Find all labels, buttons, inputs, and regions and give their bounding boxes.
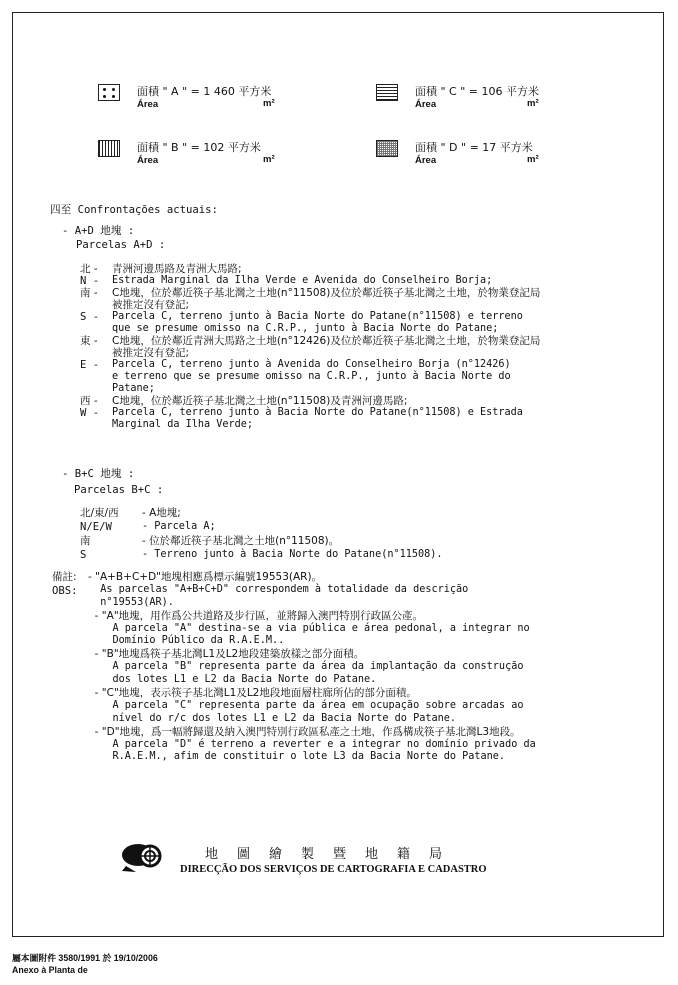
note-line: A parcela "C" representa parte da área em ocupação sobre arcadas ao bbox=[88, 699, 524, 711]
confrontation-key: 西 - bbox=[80, 395, 98, 407]
parcel-ad-lines bbox=[80, 263, 540, 431]
area-d-unit: m² bbox=[527, 154, 539, 165]
area-d-label: 面積 " D " = 17 平方米 bbox=[415, 141, 533, 154]
confrontation-key: 北 - bbox=[80, 263, 98, 275]
confrontation-text: - Terreno junto à Bacia Norte do Patane(n°11508). bbox=[142, 549, 443, 560]
confrontation-key: N - bbox=[80, 275, 100, 287]
confrontation-line bbox=[80, 323, 540, 335]
confrontation-line bbox=[80, 535, 443, 549]
note-line: A parcela "A" destina-se a via pública e área pedonal, a integrar no bbox=[88, 622, 530, 634]
agency-title-cn: 地圖繪製暨地籍局 bbox=[205, 847, 462, 862]
confrontation-text: - 位於鄰近筷子基北灣之土地(n°11508)。 bbox=[142, 535, 340, 547]
area-d-sub: Área bbox=[415, 155, 437, 166]
footer-annex-pt: Anexo à Planta de bbox=[12, 965, 88, 975]
confrontation-text: 被推定沒有登記; bbox=[112, 299, 190, 311]
area-b-unit: m² bbox=[263, 154, 275, 165]
confrontation-line bbox=[80, 371, 540, 383]
confrontation-key: 東 - bbox=[80, 335, 98, 347]
agency-title-pt: DIRECÇÃO DOS SERVIÇOS DE CARTOGRAFIA E CADASTRO bbox=[180, 864, 487, 875]
confrontation-text: - A地塊; bbox=[142, 507, 181, 519]
confrontation-text: 被推定沒有登記; bbox=[112, 347, 190, 359]
confrontation-key: E - bbox=[80, 359, 100, 371]
confrontations-heading: 四至 Confrontações actuais: bbox=[50, 204, 218, 216]
confrontation-text: Estrada Marginal da Ilha Verde e Avenida do Conselheiro Borja; bbox=[112, 275, 493, 286]
confrontation-key: 南 - bbox=[80, 287, 98, 299]
confrontation-text: Parcela C, terreno junto à Bacia Norte do Patane(n°11508) e Estrada bbox=[112, 407, 523, 418]
confrontation-key bbox=[80, 371, 112, 383]
confrontation-text: Parcela C, terreno junto à Bacia Norte do Patane(n°11508) e terreno bbox=[112, 311, 523, 322]
notes-body bbox=[88, 571, 536, 764]
confrontation-line bbox=[80, 395, 540, 407]
confrontation-text: - Parcela A; bbox=[142, 521, 216, 532]
confrontation-text: C地塊，位於鄰近筷子基北灣之土地(n°11508)及位於鄰近筷子基北灣之土地，於物業登記局 bbox=[112, 287, 541, 299]
area-d-grid-icon bbox=[376, 140, 398, 157]
confrontation-text: Marginal da Ilha Verde; bbox=[112, 419, 254, 430]
note-line: R.A.E.M., afim de constituir o lote L3 da Bacia Norte do Patane. bbox=[88, 751, 506, 763]
confrontation-key: 南 bbox=[80, 535, 91, 547]
confrontation-line bbox=[80, 263, 540, 275]
area-c-unit: m² bbox=[527, 98, 539, 109]
note-line: As parcelas "A+B+C+D" correspondem à totalidade da descrição bbox=[88, 583, 469, 595]
confrontation-key: N/E/W bbox=[80, 521, 112, 533]
note-line: Domínio Público da R.A.E.M.. bbox=[88, 635, 285, 647]
confrontation-text: C地塊，位於鄰近筷子基北灣之土地(n°11508)及青洲河邊馬路; bbox=[112, 395, 408, 407]
note-line: nível do r/c dos lotes L1 e L2 da Bacia Norte do Patane. bbox=[88, 712, 457, 724]
confrontation-line bbox=[80, 549, 443, 563]
confrontation-text: e terreno que se presume omisso na C.R.P., junto à Bacia Norte do bbox=[112, 371, 511, 382]
confrontation-line bbox=[80, 275, 540, 287]
area-c-hatched-icon bbox=[376, 84, 398, 101]
confrontation-text: Patane; bbox=[112, 383, 155, 394]
parcel-ad-title: - A+D 地塊 : bbox=[62, 225, 135, 237]
note-line: dos lotes L1 e L2 da Bacia Norte do Patane. bbox=[88, 674, 377, 686]
area-a-sub: Área bbox=[137, 99, 159, 110]
confrontation-key bbox=[80, 347, 112, 359]
confrontation-key bbox=[80, 419, 112, 431]
note-line: A parcela "B" representa parte da área da implantação da construção bbox=[88, 661, 524, 673]
confrontation-key: 北/東/西 bbox=[80, 507, 119, 519]
confrontation-text: que se presume omisso na C.R.P., junto à Bacia Norte do Patane; bbox=[112, 323, 499, 334]
area-c-label: 面積 " C " = 106 平方米 bbox=[415, 85, 539, 98]
confrontation-key: S - bbox=[80, 311, 100, 323]
confrontation-line bbox=[80, 299, 540, 311]
area-b-sub: Área bbox=[137, 155, 159, 166]
agency-logo-icon bbox=[120, 838, 162, 874]
confrontation-key: W - bbox=[80, 407, 100, 419]
footer-annex-cn: 屬本圖附件 3580/1991 於 19/10/2006 bbox=[12, 953, 158, 963]
confrontation-line bbox=[80, 507, 443, 521]
confrontation-line bbox=[80, 419, 540, 431]
note-line: - "A+B+C+D"地塊相應爲標示編號19553(AR)。 bbox=[88, 571, 323, 583]
note-line: A parcela "D" é terreno a reverter e a integrar no domínio privado da bbox=[88, 738, 536, 750]
notes-label-pt: OBS: bbox=[52, 585, 78, 597]
parcel-bc-lines bbox=[80, 507, 443, 563]
parcel-ad-subtitle: Parcelas A+D : bbox=[76, 239, 166, 251]
confrontation-key bbox=[80, 323, 112, 335]
notes-label-cn: 備註: bbox=[52, 571, 77, 583]
parcel-bc-title: - B+C 地塊 : bbox=[62, 468, 135, 480]
confrontation-key: S bbox=[80, 549, 87, 561]
note-line: n°19553(AR). bbox=[88, 596, 174, 608]
confrontation-line bbox=[80, 359, 540, 371]
confrontation-line bbox=[80, 407, 540, 419]
area-a-label: 面積 " A " = 1 460 平方米 bbox=[137, 85, 272, 98]
area-a-dots-icon bbox=[98, 84, 120, 101]
confrontation-text: Parcela C, terreno junto à Avenida do Conselheiro Borja (n°12426) bbox=[112, 359, 511, 370]
area-a-unit: m² bbox=[263, 98, 275, 109]
note-line: - "D"地塊，爲一幅將歸還及納入澳門特別行政區私產之土地，作爲構成筷子基北灣L3地段。 bbox=[88, 725, 521, 738]
confrontation-line bbox=[80, 311, 540, 323]
confrontation-text: 青洲河邊馬路及青洲大馬路; bbox=[112, 263, 242, 275]
parcel-bc-subtitle: Parcelas B+C : bbox=[74, 484, 164, 496]
confrontation-key bbox=[80, 299, 112, 311]
note-line: - "B"地塊爲筷子基北灣L1及L2地段建築放樣之部分面積。 bbox=[88, 648, 365, 661]
area-b-hatched-icon bbox=[98, 140, 120, 157]
confrontation-line bbox=[80, 347, 540, 359]
confrontation-line bbox=[80, 521, 443, 535]
confrontation-key bbox=[80, 383, 112, 395]
confrontation-line bbox=[80, 287, 540, 299]
confrontation-line bbox=[80, 383, 540, 395]
confrontation-line bbox=[80, 335, 540, 347]
area-c-sub: Área bbox=[415, 99, 437, 110]
note-line: - "C"地塊，表示筷子基北灣L1及L2地段地面層柱廊所佔的部分面積。 bbox=[88, 687, 417, 700]
note-line: - "A"地塊，用作爲公共道路及步行區，並將歸入澳門特別行政區公產。 bbox=[88, 609, 424, 622]
area-b-label: 面積 " B " = 102 平方米 bbox=[137, 141, 261, 154]
confrontation-text: C地塊，位於鄰近青洲大馬路之土地(n°12426)及位於鄰近筷子基北灣之土地，於物業登記局 bbox=[112, 335, 541, 347]
